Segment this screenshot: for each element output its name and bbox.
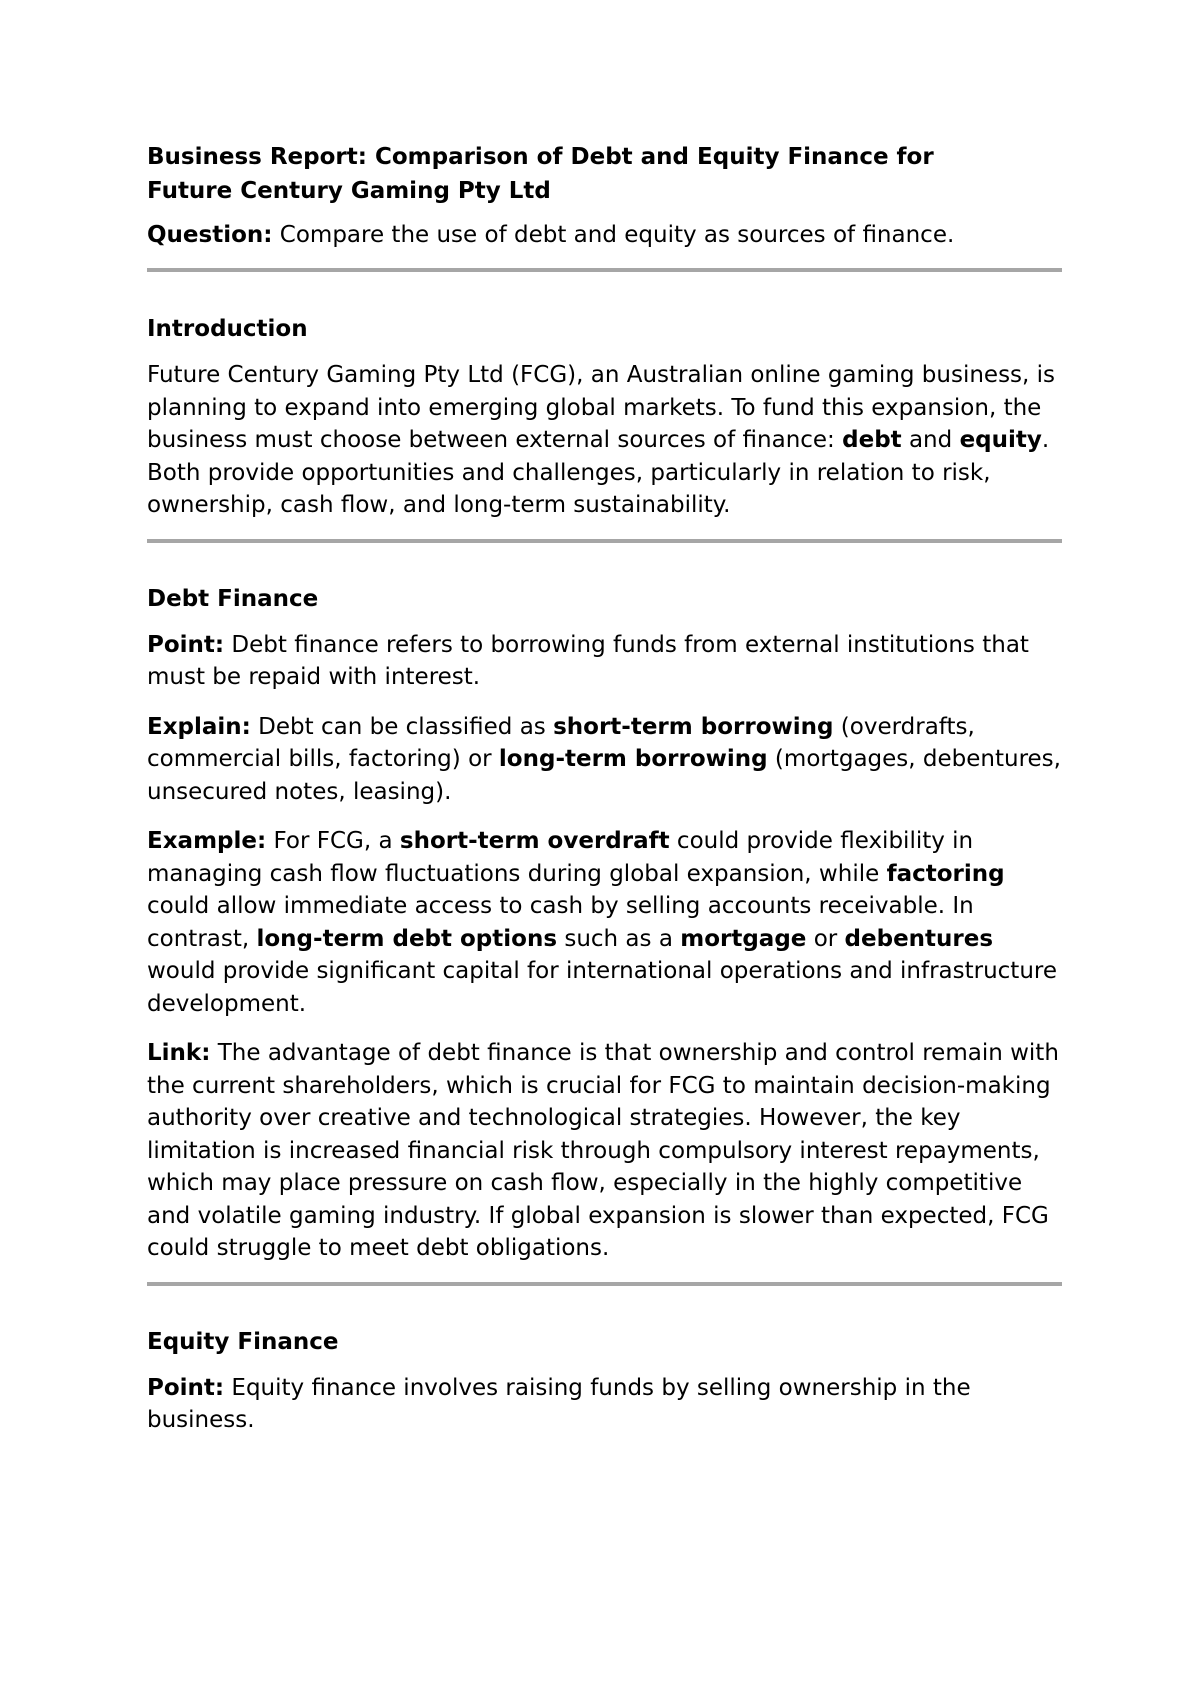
report-title-line-1: Business Report: Comparison of Debt and Equity Finance for [147,144,934,170]
equity-point-text: Equity finance involves raising funds by selling ownership in the business. [147,1374,971,1433]
question-label: Question: [147,222,273,248]
equity-point-paragraph [147,1372,1067,1437]
debt-example-text-4: such as a [557,925,681,952]
intro-bold-debt: debt [842,427,902,453]
debt-example-bold-factoring: factoring [886,860,1005,887]
section-divider [147,539,1062,543]
debt-explain-bold-long-term: long-term borrowing [498,746,768,772]
introduction-heading: Introduction [147,316,308,342]
debt-explain-text-3: (mortgages, debentures, unsecured notes, leasing). [147,746,1061,805]
report-page [147,140,1067,1437]
debt-example-bold-mortgage: mortgage [680,925,807,952]
intro-bold-equity: equity [959,427,1042,453]
report-title [147,140,1067,208]
debt-example-bold-long-term-options: long-term debt options [256,925,558,952]
debt-explain-bold-short-term: short-term borrowing [553,713,834,740]
question-text: Compare the use of debt and equity as sources of finance. [272,222,955,248]
debt-example-bold-overdraft: short-term overdraft [399,828,670,854]
debt-example-paragraph [147,825,1067,1020]
equity-finance-heading: Equity Finance [147,1328,339,1355]
section-divider [147,1282,1062,1286]
debt-explain-label: Explain: [147,713,251,740]
debt-point-text: Debt finance refers to borrowing funds from external institutions that must be repaid with interest. [147,631,1029,690]
debt-example-text-1: For FCG, a [266,828,400,854]
debt-example-text-5: or [806,925,845,952]
debt-example-label: Example: [147,828,267,854]
debt-finance-heading: Debt Finance [147,585,319,612]
debt-explain-text-1: Debt can be classified as [250,713,554,740]
section-divider [147,268,1062,272]
equity-point-label: Point: [147,1374,225,1401]
debt-link-paragraph [147,1037,1067,1265]
debt-example-text-2: could provide flexibility in managing cash flow fluctuations during global expansion, while [147,828,974,887]
debt-link-text: The advantage of debt finance is that ownership and control remain with the current shareholders, which is crucial for FCG to maintain decision-making authority over creative and technological strategies. However, the key limitation is increased financial risk through compulsory interest repayments, which may place pressure on cash flow, especially in the highly competitive and volatile gaming industry. If global expansion is slower than expected, FCG could struggle to meet debt obligations. [147,1040,1059,1261]
intro-text-1: Future Century Gaming Pty Ltd (FCG), an Australian online gaming business, is planning to expand into emerging global markets. To fund this expansion, the business must choose between external sources of finance: [147,362,1056,453]
debt-explain-text-2: (overdrafts, commercial bills, factoring) or [147,713,975,772]
debt-point-label: Point: [147,631,225,658]
introduction-paragraph [147,359,1067,522]
intro-text-2: and [901,427,960,453]
debt-example-text-6: would provide significant capital for international operations and infrastructure development. [147,958,1058,1017]
debt-example-text-3: could allow immediate access to cash by selling accounts receivable. In contrast, [147,893,974,952]
question-line [147,219,1067,251]
debt-example-bold-debentures: debentures [844,925,994,952]
debt-link-label: Link: [147,1040,211,1066]
debt-point-paragraph [147,629,1067,694]
report-title-line-2: Future Century Gaming Pty Ltd [147,178,551,204]
intro-text-3: . Both provide opportunities and challenges, particularly in relation to risk, ownership, cash flow, and long-term sustainability. [147,427,1050,518]
debt-explain-paragraph [147,711,1067,809]
